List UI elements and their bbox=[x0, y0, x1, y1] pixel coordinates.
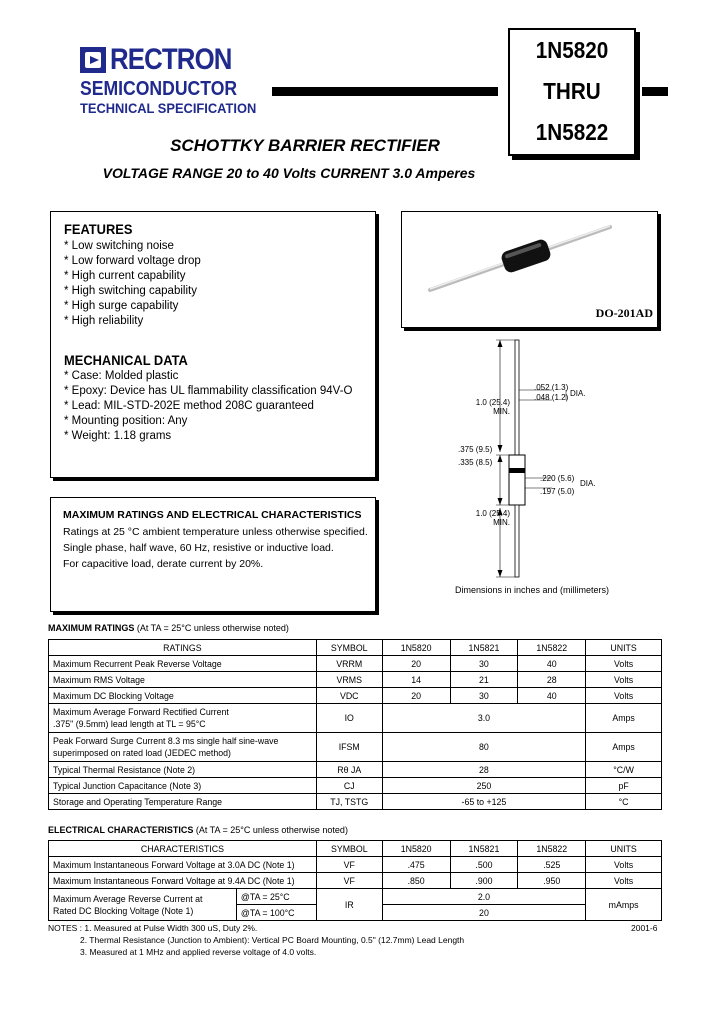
page-subtitle: VOLTAGE RANGE 20 to 40 Volts CURRENT 3.0 Amperes bbox=[102, 165, 476, 181]
max-ratings-caption: MAXIMUM RATINGS (At TA = 25°C unless otherwise noted) bbox=[48, 623, 289, 633]
feature-item: * High switching capability bbox=[64, 285, 197, 297]
table-row: Typical Thermal Resistance (Note 2) Rθ JA 28 °C/W bbox=[49, 762, 662, 778]
dim-lead-diameter: .052 (1.3) .048 (1.2) bbox=[534, 383, 569, 402]
header-rule-right bbox=[642, 87, 668, 96]
ratings-condition-line: Ratings at 25 °C ambient temperature unless otherwise specified. bbox=[63, 526, 368, 538]
revision-date: 2001-6 bbox=[631, 923, 658, 933]
table-row: Maximum Instantaneous Forward Voltage at 3.0A DC (Note 1) VF .475 .500 .525 Volts bbox=[49, 857, 662, 873]
table-row: Maximum Average Reverse Current at Rated DC Blocking Voltage (Note 1) @TA = 25°C IR 2.0 mAmps bbox=[49, 889, 662, 905]
package-name: DO-201AD bbox=[595, 306, 653, 320]
ratings-condition-line: For capacitive load, derate current by 20%. bbox=[63, 558, 264, 570]
feature-item: * High reliability bbox=[64, 315, 144, 327]
electrical-caption: ELECTRICAL CHARACTERISTICS (At TA = 25°C unless otherwise noted) bbox=[48, 825, 348, 835]
part-number-to: 1N5822 bbox=[535, 119, 609, 145]
table-header-row: RATINGS SYMBOL 1N5820 1N5821 1N5822 UNITS bbox=[49, 640, 662, 656]
ratings-conditions-title: MAXIMUM RATINGS AND ELECTRICAL CHARACTERISTICS bbox=[63, 509, 362, 521]
feature-item: * High current capability bbox=[64, 270, 186, 282]
part-number-from: 1N5820 bbox=[535, 37, 609, 63]
dim-lead-dia-label: DIA. bbox=[570, 389, 586, 398]
note-3: 3. Measured at 1 MHz and applied reverse voltage of 4.0 volts. bbox=[80, 947, 317, 957]
dim-lead-length-top: 1.0 (25.4) MIN. bbox=[475, 398, 510, 416]
features-box bbox=[50, 211, 376, 478]
max-ratings-table bbox=[48, 639, 662, 810]
table-row: Maximum Instantaneous Forward Voltage at 9.4A DC (Note 1) VF .850 .900 .950 Volts bbox=[49, 873, 662, 889]
feature-item: * High surge capability bbox=[64, 300, 179, 312]
dim-lead-length-bottom: 1.0 (25.4) MIN. bbox=[475, 509, 510, 527]
mechanical-item: * Weight: 1.18 grams bbox=[64, 430, 172, 442]
electrical-table bbox=[48, 840, 662, 921]
page-title: SCHOTTKY BARRIER RECTIFIER bbox=[170, 136, 440, 155]
brand-semiconductor: SEMICONDUCTOR bbox=[80, 78, 238, 100]
features-heading: FEATURES bbox=[64, 221, 133, 237]
mechanical-item: * Lead: MIL-STD-202E method 208C guaranteed bbox=[64, 400, 314, 412]
table-row: Storage and Operating Temperature Range TJ, TSTG -65 to +125 °C bbox=[49, 794, 662, 810]
part-number-thru: THRU bbox=[543, 78, 601, 104]
table-header-row: CHARACTERISTICS SYMBOL 1N5820 1N5821 1N5822 UNITS bbox=[49, 841, 662, 857]
feature-item: * Low switching noise bbox=[64, 240, 174, 252]
dim-body-length: .375 (9.5) .335 (8.5) bbox=[458, 445, 493, 467]
mechanical-heading: MECHANICAL DATA bbox=[64, 352, 188, 368]
table-row: Maximum Average Forward Rectified Current .375" (9.5mm) lead length at TL = 95°C IO 3.0 Amps bbox=[49, 704, 662, 733]
dimension-units-note: Dimensions in inches and (millimeters) bbox=[455, 585, 610, 595]
mechanical-item: * Epoxy: Device has UL flammability classification 94V-O bbox=[64, 385, 353, 397]
dim-body-diameter: .220 (5.6) .197 (5.0) bbox=[540, 474, 575, 496]
ratings-condition-line: Single phase, half wave, 60 Hz, resistive or inductive load. bbox=[63, 542, 334, 554]
feature-item: * Low forward voltage drop bbox=[64, 255, 201, 267]
mechanical-item: * Case: Molded plastic bbox=[64, 370, 179, 382]
rectron-logo-icon bbox=[80, 47, 106, 73]
table-row: Maximum RMS Voltage VRMS 14 21 28 Volts bbox=[49, 672, 662, 688]
brand-name: RECTRON bbox=[110, 43, 232, 76]
note-1: NOTES : 1. Measured at Pulse Width 300 uS, Duty 2%. bbox=[48, 923, 258, 933]
table-row: Typical Junction Capacitance (Note 3) CJ 250 pF bbox=[49, 778, 662, 794]
mechanical-item: * Mounting position: Any bbox=[64, 415, 188, 427]
package-image-box bbox=[401, 211, 658, 328]
table-row: Peak Forward Surge Current 8.3 ms single half sine-wave superimposed on rated load (JEDEC method) IFSM 80 Amps bbox=[49, 733, 662, 762]
table-row: Maximum DC Blocking Voltage VDC 20 30 40 Volts bbox=[49, 688, 662, 704]
table-row: @TA = 100°C 20 bbox=[49, 905, 662, 921]
table-row: Maximum Recurrent Peak Reverse Voltage VRRM 20 30 40 Volts bbox=[49, 656, 662, 672]
header-rule-left bbox=[272, 87, 498, 96]
note-2: 2. Thermal Resistance (Junction to Ambient): Vertical PC Board Mounting, 0.5" (12.7mm) Lead Length bbox=[80, 935, 465, 945]
dim-body-dia-label: DIA. bbox=[580, 479, 596, 488]
tech-spec-label: TECHNICAL SPECIFICATION bbox=[80, 100, 257, 116]
ratings-conditions-box bbox=[50, 497, 376, 612]
